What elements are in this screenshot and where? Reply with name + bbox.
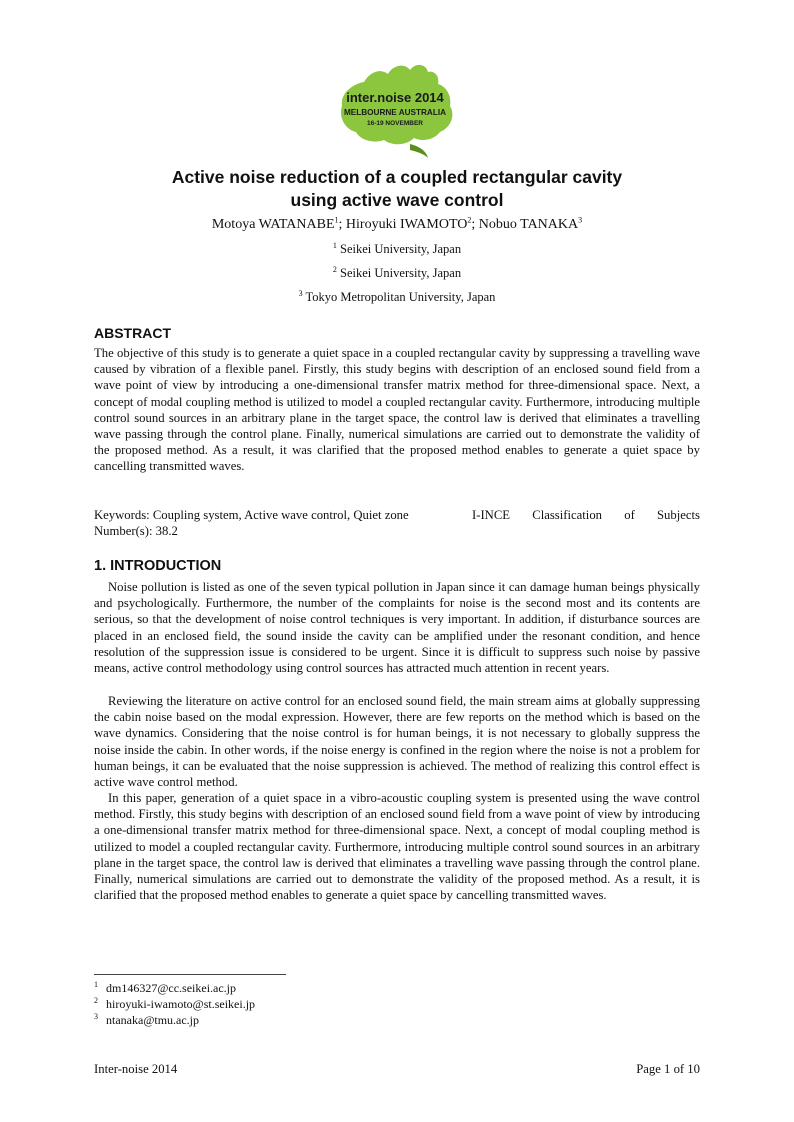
author-name: Motoya WATANABE <box>211 217 335 232</box>
logo-location-text: MELBOURNE AUSTRALIA <box>343 108 447 117</box>
affiliation-1 <box>94 241 700 257</box>
classification-word: I-INCE <box>472 508 511 522</box>
footnote-email: ntanaka@tmu.ac.jp <box>106 1013 200 1027</box>
classification-word: of <box>624 508 635 522</box>
keywords-text: Keywords: Coupling system, Active wave control, Quiet zone <box>94 508 409 522</box>
footnote-email: dm146327@cc.seikei.ac.jp <box>106 981 237 995</box>
intro-paragraph-1: Noise pollution is listed as one of the seven typical pollution in Japan since it can damage human beings physically and psychologically. Furthermore, the number of the complaints for noise is the second most and its contents are serious, so that the development of noise control techniques is very important. In addition, if disturbance sources are placed in an enclosed field, the sound inside the cavity can be amplified under the resonant condition, and hence resolution of the suppression issue is considered to be urgent. Since it is difficult to suppress such noise by passive means, active control methodology using control sources has attracted much attention in recent years. <box>94 580 700 676</box>
boomerang-shape <box>410 144 428 158</box>
abstract-heading: ABSTRACT <box>94 325 171 341</box>
footnote-divider <box>94 974 286 975</box>
logo-dates-text: 16-19 NOVEMBER <box>367 120 423 127</box>
affiliation-text: Seikei University, Japan <box>340 266 462 280</box>
affiliation-3 <box>94 289 700 305</box>
affiliation-2 <box>94 265 700 281</box>
title-line-2: using active wave control <box>290 190 504 210</box>
affiliation-sup: 3 <box>298 288 303 298</box>
paper-title <box>94 166 700 212</box>
page-footer <box>94 1062 700 1077</box>
affiliation-text: Seikei University, Japan <box>340 242 462 256</box>
affiliation-sup: 2 <box>332 264 337 274</box>
author-sup: 3 <box>578 215 583 225</box>
footnote-3 <box>94 1012 255 1028</box>
footnote-sup: 1 <box>94 980 98 989</box>
title-line-1: Active noise reduction of a coupled rectangular cavity <box>171 167 623 187</box>
footnote-sup: 3 <box>94 1012 98 1021</box>
author-name: Hiroyuki IWAMOTO <box>345 217 468 232</box>
keywords-block <box>94 507 700 539</box>
footnote-email: hiroyuki-iwamoto@st.seikei.jp <box>106 997 256 1011</box>
author-sup: 2 <box>467 215 472 225</box>
author-sup: 1 <box>334 215 339 225</box>
classification-word: Subjects <box>656 508 700 522</box>
abstract-text: The objective of this study is to generate a quiet space in a coupled rectangular cavity by suppressing a travelling wave caused by vibration of a flexible panel. Firstly, this study begins with description of an enclosed sound field from a wave point of view by introducing a one-dimensional transfer matrix method for three-dimensional space. Next, a concept of modal coupling method is utilized to model a coupled rectangular cavity. Furthermore, introducing multiple control sound sources in an arbitrary plane in the target space, the control law is derived that eliminates a travelling wave passing through the control plane. Finally, numerical simulations are carried out to demonstrate the validity of the proposed method. As a result, it was clarified that the proposed method enables to generate a quiet space by cancelling transmitted waves. <box>94 346 700 474</box>
footnote-sup: 2 <box>94 996 98 1005</box>
page-number: Page 1 of 10 <box>636 1062 700 1076</box>
classification-number: Number(s): 38.2 <box>94 524 178 539</box>
logo-name-text: inter.noise 2014 <box>346 90 444 105</box>
intro-paragraph-3: In this paper, generation of a quiet space in a vibro-acoustic coupling system is presented using the wave control method. Firstly, this study begins with description of an enclosed sound field from a wave point of view by introducing a one-dimensional transfer matrix method for three-dimensional space. Next, a concept of modal coupling method is utilized to model a coupled rectangular cavity. Furthermore, introducing multiple control sound sources in an arbitrary plane in the target space, the control law is derived that eliminates a travelling wave passing through the control plane. Finally, numerical simulations are carried out to demonstrate the validity of the proposed method. As a result, it is clarified that the proposed method enables to generate a quiet space by cancelling transmitted waves. <box>94 791 700 903</box>
footnotes <box>94 980 255 1028</box>
author-name: Nobuo TANAKA <box>478 217 579 232</box>
intro-paragraph-2: Reviewing the literature on active control for an enclosed sound field, the main stream aims at globally suppressing the cabin noise based on the modal expression. However, there are few reports on the method which is based on the wave dynamics. Considering that the noise control is for human beings, it is not necessary to globally suppress the noise inside the cabin. In other words, if the noise energy is confined in the region where the noise is not a problem for human beings, it can be evaluated that the noise suppression is achieved. The method of realizing this control effect is active wave control method. <box>94 694 700 790</box>
footnote-1 <box>94 980 255 996</box>
footer-conference: Inter-noise 2014 <box>94 1062 178 1076</box>
affiliation-text: Tokyo Metropolitan University, Japan <box>305 290 496 304</box>
affiliation-sup: 1 <box>332 240 337 250</box>
conference-logo <box>330 58 460 162</box>
classification-word: Classification <box>532 508 603 522</box>
author-list: Motoya WATANABE$^1$; Hiroyuki IWAMOTO$^2$; Nobuo TANAKA$^3$ <box>211 215 583 232</box>
footnote-2 <box>94 996 255 1012</box>
introduction-heading: 1. INTRODUCTION <box>94 558 222 574</box>
